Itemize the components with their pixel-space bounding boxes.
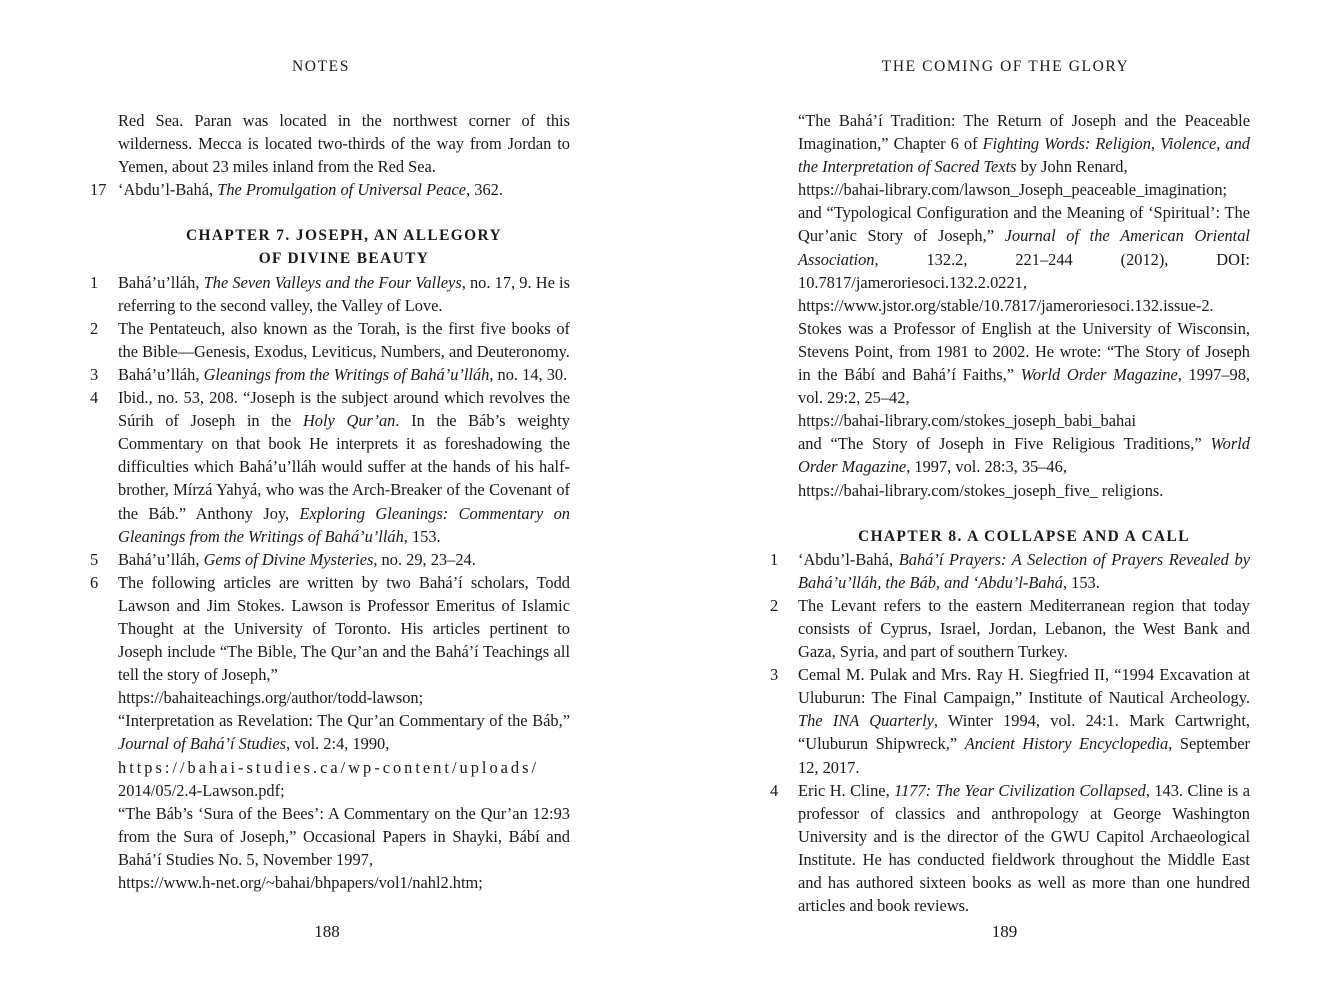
journal-title: World Order Magazine: [1020, 365, 1178, 385]
note-number: 4: [90, 388, 99, 408]
journal-title: Journal of the American Oriental Association: [798, 226, 1250, 269]
note-4: 4 Ibid., no. 53, 208. “Joseph is the subject around which revolves the Súrih of Joseph in the Holy Qur’an. In the Báb’s weighty Commentary on that book He interprets it as foreshadowing the difficulties which Bahá’u’lláh would suffer at the hands of his half-brother, Mírzá Yahyá, who was the Arch-Breaker of the Covenant of the Báb.” Anthony Joy, Exploring Gleanings: Commentary on Gleanings from the Writings of Bahá’u’lláh, 153.: [90, 388, 570, 546]
running-head-right: THE COMING OF THE GLORY: [881, 58, 1130, 75]
note-number: 2: [90, 318, 99, 338]
note-4: 4 Eric H. Cline, 1177: The Year Civilization Collapsed, 143. Cline is a professor of classics and anthropology at George Washington University and is the director of the GWU Capitol Archaeological Institute. He has conducted fieldwork throughout the Middle East and has authored sixteen books as well as more than one hundred articles and book reviews.: [770, 780, 1251, 916]
note-number: 2: [770, 595, 779, 615]
page-number-left: 188: [314, 922, 340, 941]
book-title: Gleanings from the Writings of Bahá’u’lláh: [203, 364, 490, 384]
reference: “Interpretation as Revelation: The Qur’an Commentary of the Báb,” Journal of Bahá’í Studies, vol. 2:4, 1990,: [118, 711, 570, 754]
journal-title: The INA Quarterly: [798, 711, 934, 731]
note-number: 5: [90, 549, 99, 569]
note-6: 6 The following articles are written by two Bahá’í scholars, Todd Lawson and Jim Stokes. Lawson is Professor Emeritus of Islamic Thought at the University of Toronto. His articles pertinent to Joseph include “The Bible, The Qur’an and the Bahá’í Teachings all tell the story of Joseph,” https://bahaiteachings.org/author/todd-lawson; “Interpretation as Revelation: The Qur’an Commentary of the Báb,” Journal of Bahá’í Studies, vol. 2:4, 1990, https://bahai-studies.ca/wp-content/uploads/ 2014/05/2.4-Lawson.pdf; “The Báb’s ‘Sura of the Bees’: A Commentary on the Qur’an 12:93 from the Sura of Joseph,” Occasional Papers in Shayki, Bábí and Bahá’í Studies No. 5, November 1997, https://www.h-net.org/~bahai/bhpapers/vol1/nahl2.htm;: [118, 571, 570, 894]
reference: and “Typological Configuration and the Meaning of ‘Spiritual’: The Qur’anic Story of Joseph,” Journal of the American Oriental Association, 132.2, 221–244 (2012), DOI: 10.7817/jameroriesoci.132.2.0221,: [798, 203, 1250, 292]
url-link: https://www.h-net.org/~bahai/bhpapers/vol1/nahl2.htm;: [118, 873, 483, 892]
book-title: Holy Qur’an: [302, 411, 396, 431]
continued-note-16: Red Sea. Paran was located in the northwest corner of this wilderness. Mecca is located two-thirds of the way from Jordan to Yemen, about 23 miles inland from the Red Sea.: [118, 111, 570, 177]
reference: Stokes was a Professor of English at the University of Wisconsin, Stevens Point, from 1981 to 2002. He wrote: “The Story of Joseph in the Bábí and Bahá’í Faiths,” World Order Magazine, 1997–98, vol. 29:2, 25–42,: [798, 318, 1250, 408]
book-title: Fighting Words: Religion, Violence, and the Interpretation of Sacred Texts: [798, 134, 1250, 177]
url-link: https://www.jstor.org/stable/10.7817/jameroriesoci.132.issue-2.: [798, 295, 1214, 315]
journal-title: Journal of Bahá’í Studies: [118, 734, 286, 754]
url-link: https://bahai-library.com/lawson_Joseph_peaceable_imagination;: [798, 180, 1228, 200]
running-head-left: NOTES: [292, 58, 350, 75]
journal-title: World Order Magazine: [798, 434, 1250, 477]
right-page-body: [770, 109, 1251, 917]
reference: “The Báb’s ‘Sura of the Bees’: A Commentary on the Qur’an 12:93 from the Sura of Joseph,” Occasional Papers in Shayki, Bábí and Bahá’í Studies No. 5, November 1997,: [118, 803, 570, 869]
note-number: 6: [90, 572, 99, 592]
page-number-right: 189: [991, 922, 1018, 941]
note-3: 3 Cemal M. Pulak and Mrs. Ray H. Siegfried II, “1994 Excavation at Uluburun: The Final Campaign,” Institute of Nautical Archeology. The INA Quarterly, Winter 1994, vol. 24:1. Mark Cartwright, “Uluburun Shipwreck,” Ancient History Encyclopedia, September 12, 2017.: [770, 665, 1251, 777]
note-5: 5 Bahá’u’lláh, Gems of Divine Mysteries, no. 29, 23–24.: [118, 548, 570, 571]
note-3: 3 Bahá’u’lláh, Gleanings from the Writings of Bahá’u’lláh, no. 14, 30.: [118, 363, 570, 386]
journal-title: Ancient History Encyclopedia: [964, 734, 1169, 754]
note-2: 2 The Pentateuch, also known as the Torah, is the first five books of the Bible—Genesis, Exodus, Leviticus, Numbers, and Deuteronomy.: [90, 318, 570, 361]
note-1: 1 ‘Abdu’l-Bahá, Bahá’í Prayers: A Selection of Prayers Revealed by Bahá’u’lláh, the Báb, and ‘Abdu’l-Bahá, 153.: [770, 549, 1250, 592]
chapter-7-heading: CHAPTER 7. JOSEPH, AN ALLEGORY OF DIVINE BEAUTY: [186, 227, 502, 268]
url-link: https://bahaiteachings.org/author/todd-lawson;: [118, 688, 424, 708]
book-title: Bahá’í Prayers: A Selection of Prayers Revealed by Bahá’u’lláh, the Báb, and ‘Abdu’l-Bahá: [798, 549, 1250, 592]
left-page-body: [90, 109, 570, 894]
url-link: https://bahai-studies.ca/wp-content/uploads/: [118, 757, 540, 777]
book-title: The Promulgation of Universal Peace: [217, 180, 467, 200]
book-title: Gems of Divine Mysteries: [203, 549, 374, 569]
reference: and “The Story of Joseph in Five Religious Traditions,” World Order Magazine, 1997, vol. 28:3, 35–46,: [798, 434, 1250, 477]
reference: “The Bahá’í Tradition: The Return of Joseph and the Peaceable Imagination,” Chapter 6 of Fighting Words: Religion, Violence, and the Interpretation of Sacred Texts by John Renard,: [798, 111, 1250, 177]
url-link-continued: 2014/05/2.4-Lawson.pdf;: [118, 780, 285, 800]
note-number: 1: [90, 272, 99, 292]
note-number: 1: [770, 549, 779, 569]
left-page: [0, 0, 666, 1000]
right-page: [666, 0, 1333, 1000]
note-1: 1 Bahá’u’lláh, The Seven Valleys and the Four Valleys, no. 17, 9. He is referring to the second valley, the Valley of Love.: [90, 272, 570, 315]
book-title: The Seven Valleys and the Four Valleys: [203, 272, 462, 292]
chapter-8-heading: CHAPTER 8. A COLLAPSE AND A CALL: [858, 527, 1190, 545]
note-number: 3: [770, 665, 779, 685]
note-number: 4: [770, 780, 779, 800]
note-number: 3: [90, 364, 99, 384]
note-2: 2 The Levant refers to the eastern Mediterranean region that today consists of Cyprus, Israel, Jordan, Lebanon, the West Bank and Gaza, Syria, and part of southern Turkey.: [770, 595, 1250, 662]
url-link: https://bahai-library.com/stokes_joseph_babi_bahai: [798, 411, 1137, 431]
book-title: Exploring Gleanings: Commentary on Gleanings from the Writings of Bahá’u’lláh: [118, 503, 570, 546]
book-title: 1177: The Year Civilization Collapsed: [894, 780, 1146, 800]
note-17: 17 ‘Abdu’l-Bahá, The Promulgation of Universal Peace, 362.: [118, 178, 570, 201]
url-link: https://bahai-library.com/stokes_joseph_five_ religions.: [798, 480, 1164, 500]
note-number: 17: [90, 180, 107, 200]
